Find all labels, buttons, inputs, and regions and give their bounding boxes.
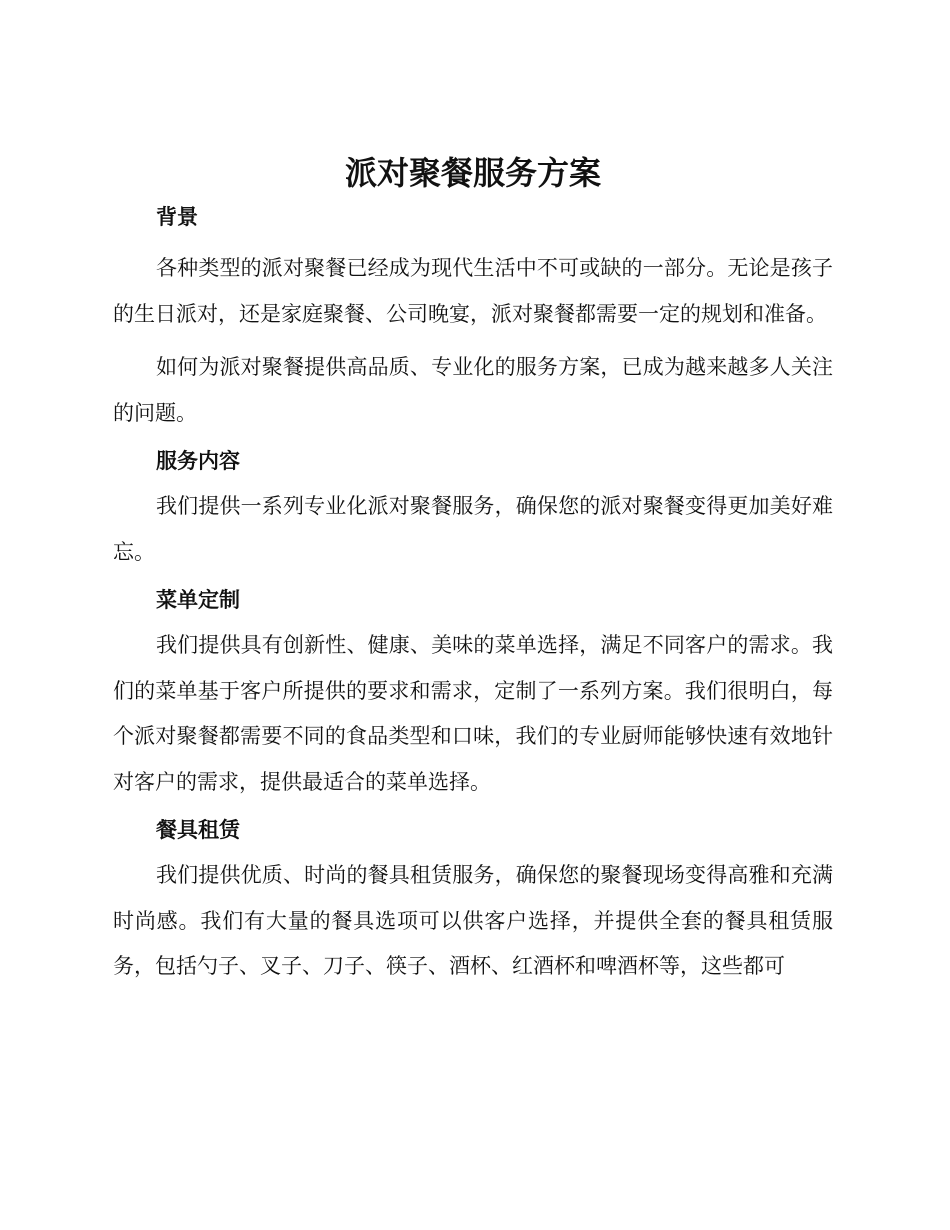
section-heading-services: 服务内容 [156, 449, 240, 473]
paragraph-background-1: 各种类型的派对聚餐已经成为现代生活中不可或缺的一部分。无论是孩子的生日派对，还是家庭聚餐、公司晚宴，派对聚餐都需要一定的规划和准备。 [113, 256, 833, 326]
document-title: 派对聚餐服务方案 [344, 154, 601, 192]
section-heading-tableware: 餐具租赁 [156, 818, 240, 842]
section-heading-background: 背景 [156, 205, 198, 229]
section-heading-menu: 菜单定制 [156, 588, 240, 612]
paragraph-background-2: 如何为派对聚餐提供高品质、专业化的服务方案，已成为越来越多人关注的问题。 [113, 355, 833, 425]
paragraph-menu-1: 我们提供具有创新性、健康、美味的菜单选择，满足不同客户的需求。我们的菜单基于客户所提供的要求和需求，定制了一系列方案。我们很明白，每个派对聚餐都需要不同的食品类型和口味，我们的专业厨师能够快速有效地针对客户的需求，提供最适合的菜单选择。 [113, 633, 833, 794]
paragraph-tableware-1: 我们提供优质、时尚的餐具租赁服务，确保您的聚餐现场变得高雅和充满时尚感。我们有大量的餐具选项可以供客户选择，并提供全套的餐具租赁服务，包括勺子、叉子、刀子、筷子、酒杯、红酒杯和啤酒杯等，这些都可 [113, 863, 833, 978]
paragraph-services-1: 我们提供一系列专业化派对聚餐服务，确保您的派对聚餐变得更加美好难忘。 [113, 494, 833, 564]
document-body [113, 150, 833, 998]
